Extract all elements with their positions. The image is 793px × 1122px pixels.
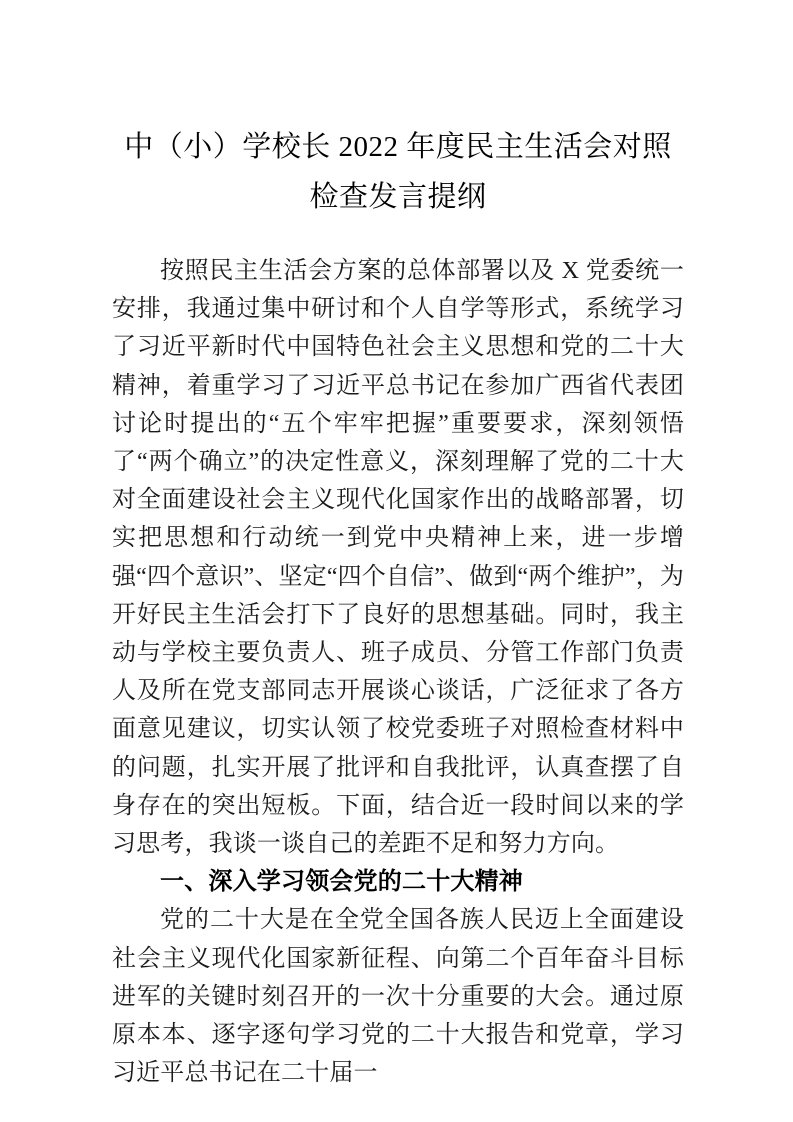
page-title-line-1: 中（小）学校长 2022 年度民主生活会对照 bbox=[124, 131, 672, 163]
page-title-line-2: 检查发言提纲 bbox=[309, 181, 487, 213]
opening-paragraph: 按照民主生活会方案的总体部署以及 X 党委统一安排，我通过集中研讨和个人自学等形式，系统学习了习近平新时代中国特色社会主义思想和党的二十大精神，着重学习了习近平总书记在参加广西省代表团讨论时提出的“五个牢牢把握”重要要求，深刻领悟了“两个确立”的决定性意义，深刻理解了党的二十大对全面建设社会主义现代化国家作出的战略部署，切实把思想和行动统一到党中央精神上来，进一步增强“四个意识”、坚定“四个自信”、做到“两个维护”，为开好民主生活会打下了良好的思想基础。同时，我主动与学校主要负责人、班子成员、分管工作部门负责人及所在党支部同志开展谈心谈话，广泛征求了各方面意见建议，切实认领了校党委班子对照检查材料中的问题，扎实开展了批评和自我批评，认真查摆了自身存在的突出短板。下面，结合近一段时间以来的学习思考，我谈一谈自己的差距不足和努力方向。 bbox=[112, 258, 684, 858]
page-content bbox=[112, 122, 684, 1092]
section-1-paragraph: 党的二十大是在全党全国各族人民迈上全面建设社会主义现代化国家新征程、向第二个百年奋斗目标进军的关键时刻召开的一次十分重要的大会。通过原原本本、逐字逐句学习党的二十大报告和党章，学习习近平总书记在二十届一 bbox=[112, 907, 684, 1087]
page-title bbox=[112, 122, 684, 222]
section-heading-1: 一、深入学习领会党的二十大精神 bbox=[160, 868, 523, 896]
